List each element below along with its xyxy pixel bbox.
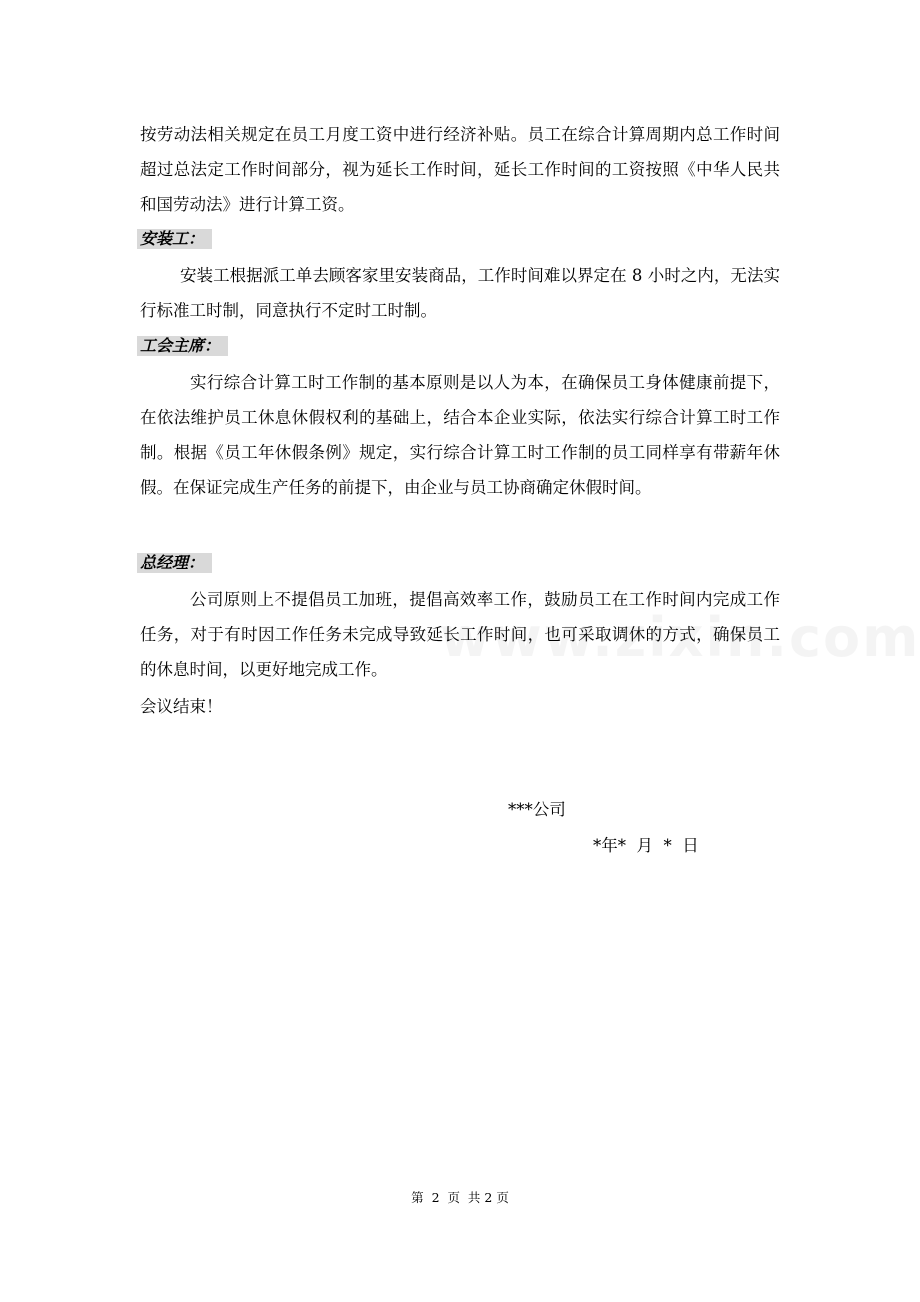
- signature-company: ***公司: [508, 800, 566, 819]
- heading-general-manager: 总经理：: [137, 553, 212, 573]
- paragraph-union-chair: 实行综合计算工时工作制的基本原则是以人为本，在确保员工身体健康前提下，在依法维护员工休息休假权利的基础上，结合本企业实际，依法实行综合计算工时工作制。根据《员工年休假条例》规定，实行综合计算工时工作制的员工同样享有带薪年休假。在保证完成生产任务的前提下，由企业与员工协商确定休假时间。: [140, 373, 780, 497]
- closing-text: 会议结束！: [140, 697, 223, 716]
- page-footer: 第 2 页 共 2 页: [411, 1190, 509, 1205]
- signature-date: *年* 月 * 日: [593, 836, 699, 855]
- paragraph-installer: 安装工根据派工单去顾客家里安装商品，工作时间难以界定在 8 小时之内，无法实行标准工时制，同意执行不定时工时制。: [140, 266, 780, 320]
- paragraph-general-manager: 公司原则上不提倡员工加班，提倡高效率工作，鼓励员工在工作时间内完成工作任务，对于有时因工作任务未完成导致延长工作时间，也可采取调休的方式，确保员工的休息时间，以更好地完成工作。: [140, 590, 780, 679]
- heading-installer: 安装工：: [137, 229, 212, 249]
- heading-union-chair: 工会主席：: [137, 336, 228, 356]
- paragraph-intro: 按劳动法相关规定在员工月度工资中进行经济补贴。员工在综合计算周期内总工作时间超过总法定工作时间部分，视为延长工作时间，延长工作时间的工资按照《中华人民共和国劳动法》进行计算工资。: [140, 125, 780, 214]
